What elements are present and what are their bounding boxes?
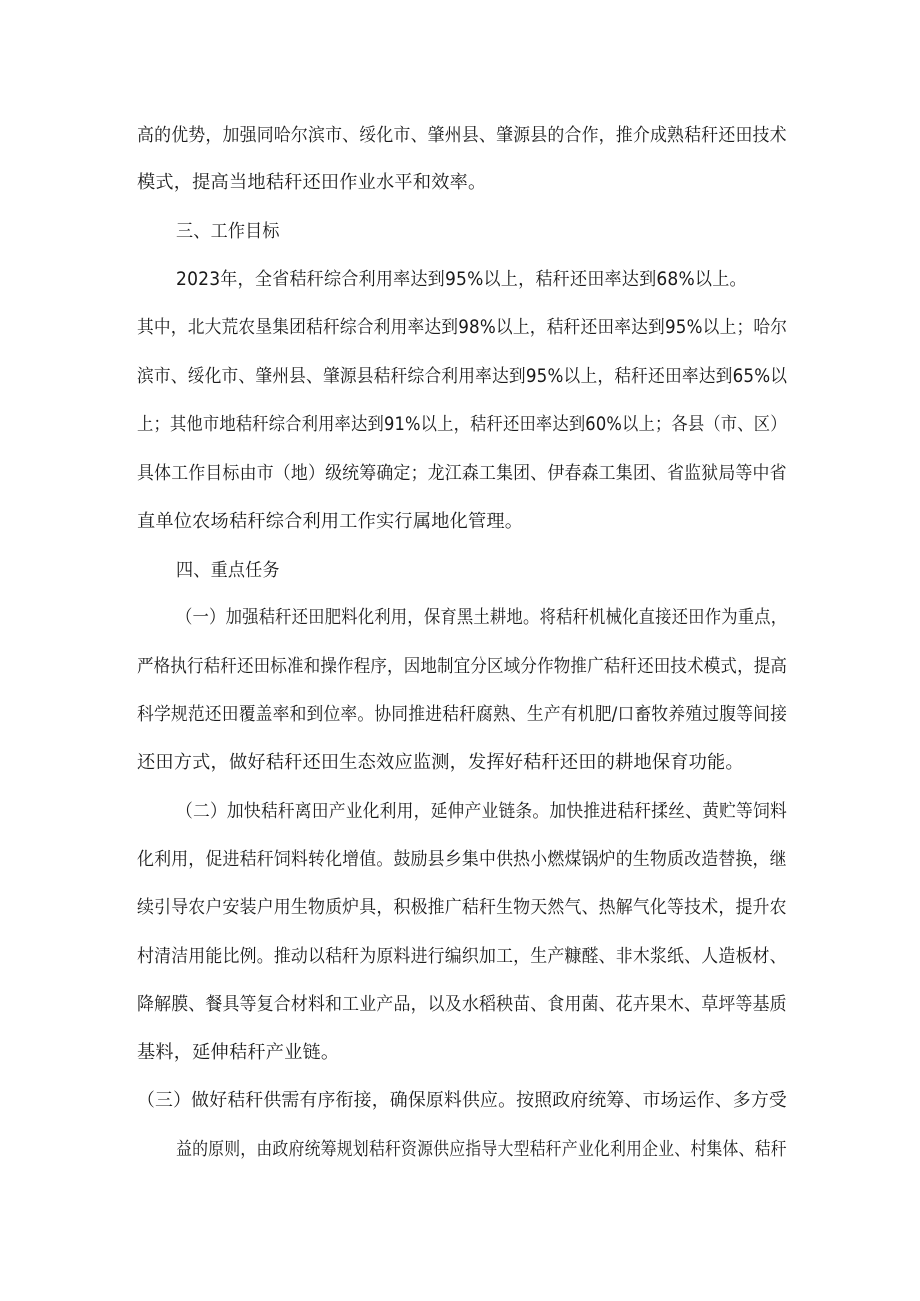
body-line: 基料，延伸秸秆产业链。 (137, 1042, 340, 1063)
body-line: 科学规范还田覆盖率和到位率。协同推进秸秆腐熟、生产有机肥/口畜牧养殖过腹等间接 (137, 704, 788, 725)
body-line: 上；其他市地秸秆综合利用率达到91%以上，秸秆还田率达到60%以上；各县（市、区） (137, 414, 787, 435)
body-line: 其中，北大荒农垦集团秸秆综合利用率达到98%以上，秸秆还田率达到95%以上；哈尔 (137, 317, 788, 338)
body-line: 2023年，全省秸秆综合利用率达到95%以上，秸秆还田率达到68%以上。 (176, 269, 747, 290)
body-line: 还田方式，做好秸秆还田生态效应监测，发挥好秸秆还田的耕地保育功能。 (137, 752, 744, 773)
section-heading: 三、工作目标 (176, 221, 280, 242)
body-line: （三）做好秸秆供需有序衔接，确保原料供应。按照政府统筹、市场运作、多方受 (137, 1090, 787, 1111)
body-line: 直单位农场秸秆综合利用工作实行属地化管理。 (137, 511, 524, 532)
body-line: 续引导农户安装户用生物质炉具，积极推广秸秆生物天然气、热解气化等技术，提升农 (137, 897, 787, 918)
body-line: 具体工作目标由市（地）级统筹确定；龙江森工集团、伊春森工集团、省监狱局等中省 (137, 463, 787, 484)
body-line: （一）加强秸秆还田肥料化利用，保育黑土耕地。将秸秆机械化直接还田作为重点， (176, 607, 788, 628)
body-line: （二）加快秸秆离田产业化利用，延伸产业链条。加快推进秸秆揉丝、黄贮等饲料 (176, 801, 787, 822)
section-heading: 四、重点任务 (176, 560, 280, 581)
body-line: 降解膜、餐具等复合材料和工业产品，以及水稻秧苗、食用菌、花卉果木、草坪等基质 (137, 994, 787, 1015)
body-line: 模式，提高当地秸秆还田作业水平和效率。 (137, 172, 487, 193)
body-line: 益的原则，由政府统筹规划秸秆资源供应指导大型秸秆产业化利用企业、村集体、秸秆 (176, 1139, 787, 1160)
body-line: 村清洁用能比例。推动以秸秆为原料进行编织加工，生产糠醛、非木浆纸、人造板材、 (137, 946, 787, 967)
body-line: 滨市、绥化市、肇州县、肇源县秸秆综合利用率达到95%以上，秸秆还田率达到65%以 (137, 366, 788, 387)
body-line: 高的优势，加强同哈尔滨市、绥化市、肇州县、肇源县的合作，推介成熟秸秆还田技术 (137, 125, 787, 146)
body-line: 严格执行秸秆还田标准和操作程序，因地制宜分区域分作物推广秸秆还田技术模式，提高 (137, 656, 788, 677)
body-line: 化利用，促进秸秆饲料转化增值。鼓励县乡集中供热小燃煤锅炉的生物质改造替换，继 (137, 849, 787, 870)
